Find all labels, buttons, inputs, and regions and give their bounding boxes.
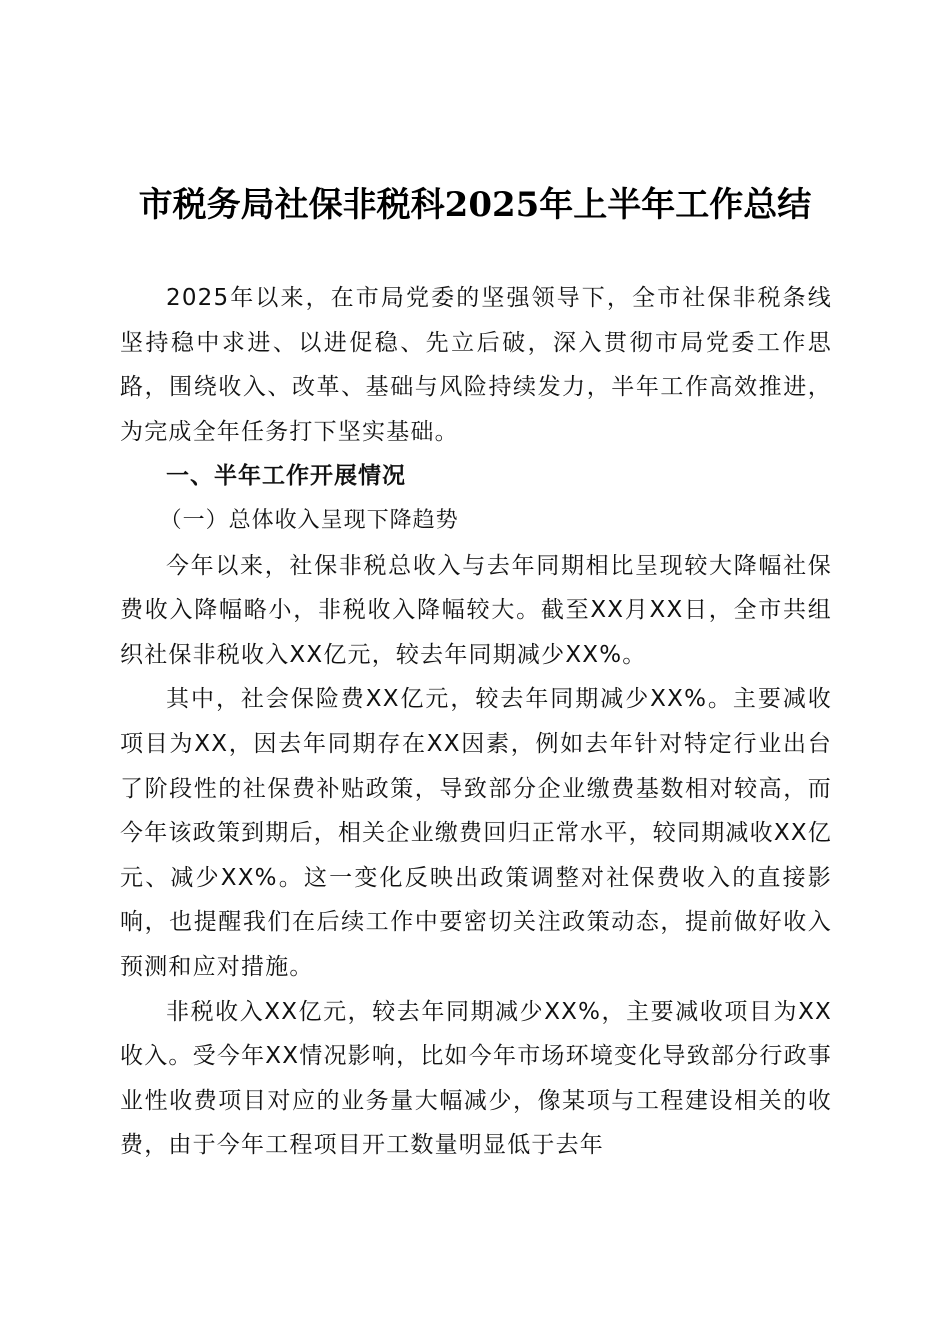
subsection-heading: （一）总体收入呈现下降趋势 (159, 507, 459, 533)
section-heading: 一、半年工作开展情况 (166, 463, 406, 490)
document-body (120, 276, 832, 1168)
intro-paragraph: 2025年以来，在市局党委的坚强领导下，全市社保非税条线坚持稳中求进、以进促稳、先立后破，深入贯彻市局党委工作思路，围绕收入、改革、基础与风险持续发力，半年工作高效推进，为完成全年任务打下坚实基础。 (120, 285, 832, 445)
document-title: 市税务局社保非税科2025年上半年工作总结 (138, 185, 812, 225)
body-paragraph: 其中，社会保险费XX亿元，较去年同期减少XX%。主要减收项目为XX，因去年同期存在XX因素，例如去年针对特定行业出台了阶段性的社保费补贴政策，导致部分企业缴费基数相对较高，而今年该政策到期后，相关企业缴费回归正常水平，较同期减收XX亿元、减少XX%。这一变化反映出政策调整对社保费收入的直接影响，也提醒我们在后续工作中要密切关注政策动态，提前做好收入预测和应对措施。 (120, 686, 832, 980)
body-paragraph: 非税收入XX亿元，较去年同期减少XX%，主要减收项目为XX收入。受今年XX情况影响，比如今年市场环境变化导致部分行政事业性收费项目对应的业务量大幅减少，像某项与工程建设相关的收费，由于今年工程项目开工数量明显低于去年 (120, 998, 832, 1159)
body-paragraph: 今年以来，社保非税总收入与去年同期相比呈现较大降幅社保费收入降幅略小，非税收入降幅较大。截至XX月XX日，全市共组织社保非税收入XX亿元，较去年同期减少XX%。 (120, 552, 832, 668)
